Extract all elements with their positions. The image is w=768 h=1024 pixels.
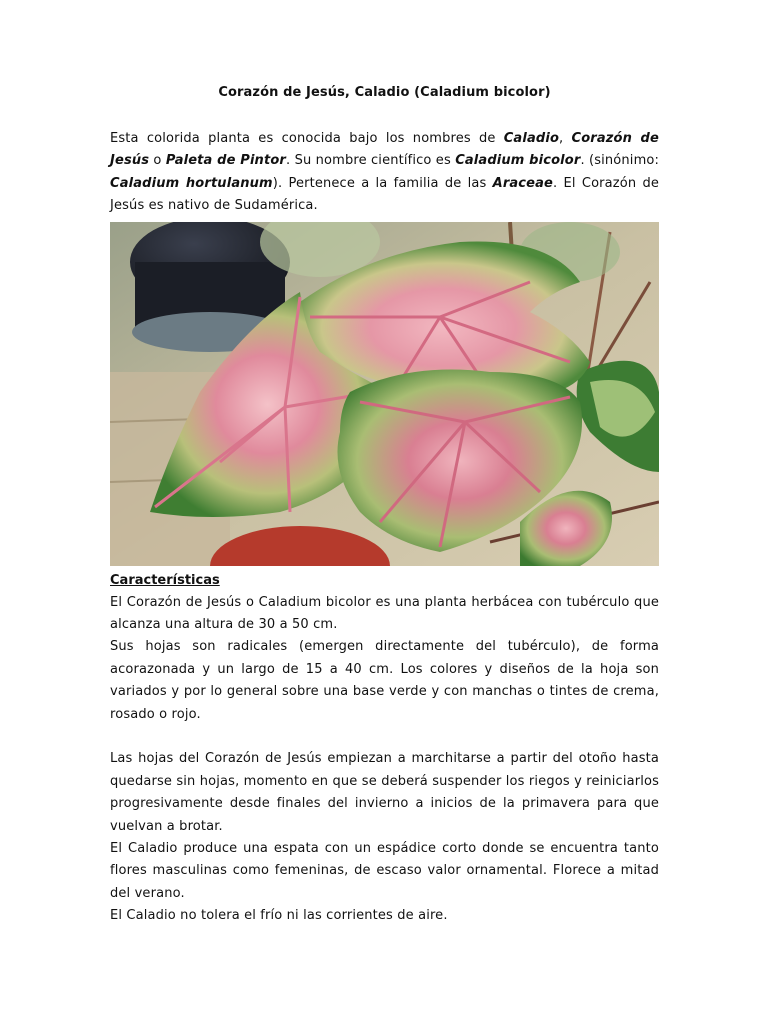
term-caladio: Caladio: [503, 131, 560, 146]
term-araceae: Araceae: [492, 175, 554, 191]
term-paleta: Paleta de Pintor: [165, 153, 286, 169]
paragraph-spacer: [110, 726, 659, 748]
section-heading: Características: [110, 572, 220, 588]
intro-o: o: [149, 153, 166, 169]
intro-text-4: ). Pertenece a la familia de las: [272, 175, 493, 191]
caladium-photo: [110, 222, 659, 566]
term-bicolor: Caladium bicolor: [455, 153, 581, 169]
paragraph-1: El Corazón de Jesús o Caladium bicolor es una planta herbácea con tubérculo que alcanza una altura de 30 a 50 cm.: [110, 594, 659, 633]
term-corazon: Corazón de Jesús: [110, 131, 659, 169]
document-title: Corazón de Jesús, Caladio (Caladium bicolor): [218, 85, 551, 100]
paragraph-2: Sus hojas son radicales (emergen directamente del tubérculo), de forma acorazonada y un largo de 15 a 40 cm. Los colores y diseños de la hoja son variados y por lo general sobre una base verde y con manchas o tintes de crema, rosado o rojo.: [110, 639, 659, 722]
intro-text-3: . (sinónimo:: [580, 153, 660, 169]
intro-comma: ,: [559, 131, 572, 146]
paragraph-3: Las hojas del Corazón de Jesús empiezan a marchitarse a partir del otoño hasta quedarse sin hojas, momento en que se deberá suspender los riegos y reiniciarlos progresivamente desde finales del invierno a inicios de la primavera para que vuelvan a brotar.: [110, 751, 659, 834]
term-hortulanum: Caladium hortulanum: [110, 175, 273, 191]
intro-text-5: . El Corazón de Jesús es nativo de Sudamérica.: [110, 175, 659, 214]
intro-text-1: Esta colorida planta es conocida bajo los nombres de: [110, 131, 504, 146]
document-page: [110, 82, 659, 928]
intro-text-2: . Su nombre científico es: [285, 153, 456, 169]
paragraph-5: El Caladio no tolera el frío ni las corrientes de aire.: [110, 908, 448, 924]
intro-paragraph: [110, 128, 659, 218]
paragraph-4: El Caladio produce una espata con un espádice corto donde se encuentra tanto flores masculinas como femeninas, de escaso valor ornamental. Florece a mitad del verano.: [110, 841, 659, 901]
